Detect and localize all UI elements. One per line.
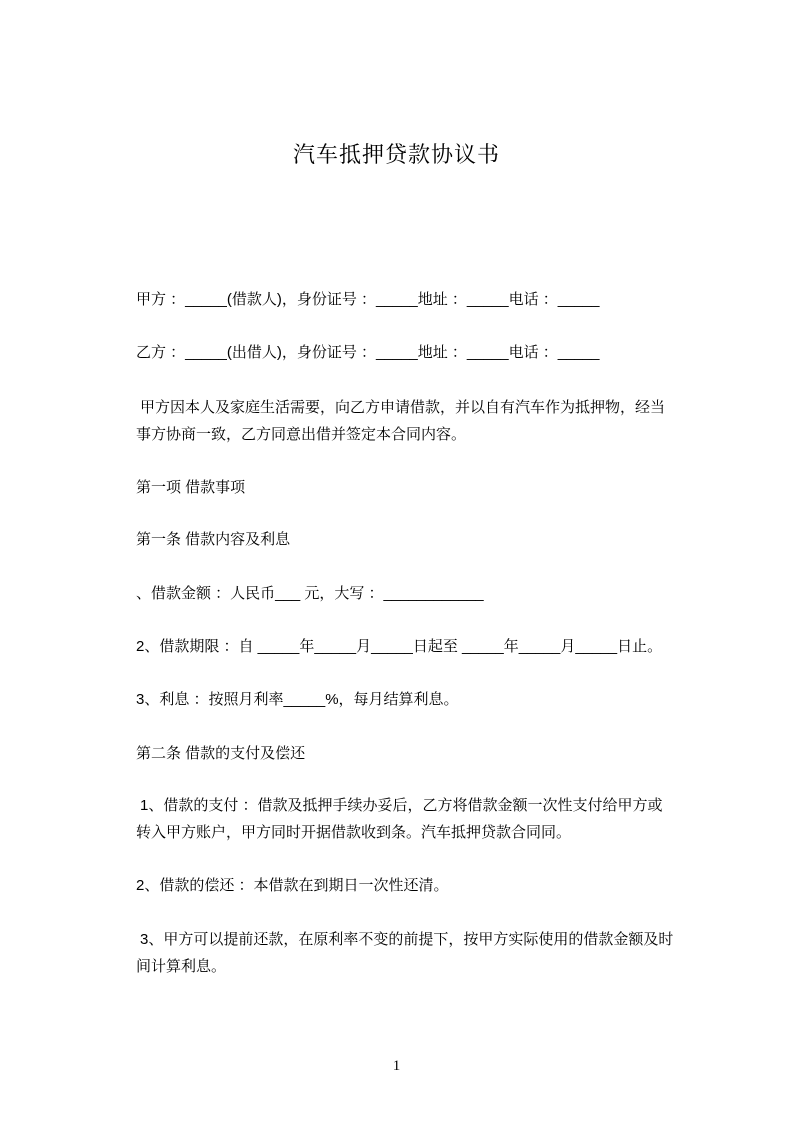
party-a-line: 甲方 ：_____(借款人)，身份证号 ：_____地址 ：_____电话 ：_____ [136, 291, 600, 308]
interest-line: 3、利息 ：按照月利率_____%，每月结算利息。 [136, 691, 459, 708]
loan-term-line: 2、借款期限 ：自 _____年_____月_____日起至 _____年_____月_____日止。 [136, 638, 663, 655]
preamble-line-2: 事方协商一致，乙方同意出借并签定本合同内容。 [136, 426, 467, 443]
document-title: 汽车抵押贷款协议书 [292, 142, 500, 167]
article-1-heading: 第一条 借款内容及利息 [136, 531, 291, 548]
party-b-line: 乙方 ：_____(出借人)，身份证号 ：_____地址 ：_____电话 ：_____ [136, 344, 600, 361]
page-number: 1 [392, 1058, 401, 1074]
preamble-line-1: 甲方因本人及家庭生活需要，向乙方申请借款，并以自有汽车作为抵押物，经当 [140, 399, 666, 416]
loan-amount-line: 、借款金额 ：人民币___ 元，大写 ：____________ [136, 585, 484, 602]
payment-line-1: 1、借款的支付 ：借款及抵押手续办妥后，乙方将借款金额一次性支付给甲方或 [140, 797, 663, 814]
article-2-heading: 第二条 借款的支付及偿还 [136, 745, 306, 762]
payment-line-2: 转入甲方账户，甲方同时开据借款收到条。汽车抵押贷款合同同。 [136, 824, 572, 841]
early-repayment-line-2: 间计算利息。 [136, 958, 227, 975]
repayment-line: 2、借款的偿还 ：本借款在到期日一次性还清。 [136, 877, 449, 894]
section-1-heading: 第一项 借款事项 [136, 479, 246, 496]
early-repayment-line-1: 3、甲方可以提前还款，在原利率不变的前提下，按甲方实际使用的借款金额及时 [140, 931, 674, 948]
